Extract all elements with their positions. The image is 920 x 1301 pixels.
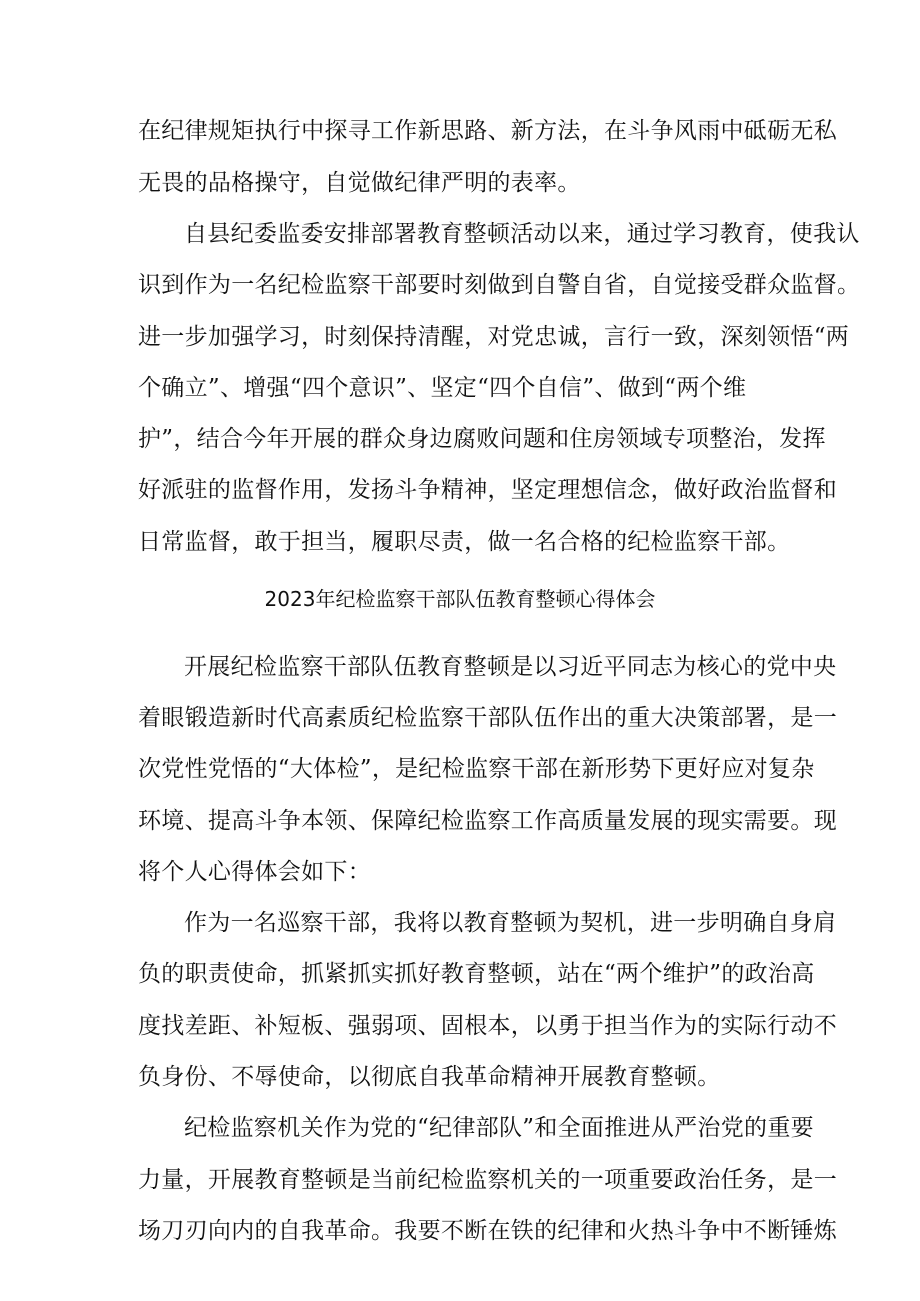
paragraph-line: 次党性党悟的“大体检”，是纪检监察干部在新形势下更好应对复杂 xyxy=(138,756,815,782)
document-title: 2023年纪检监察干部队伍教育整顿心得体会 xyxy=(264,587,656,611)
paragraph-line: 护”，结合今年开展的群众身边腐败问题和住房领域专项整治，发挥 xyxy=(138,426,826,452)
paragraph-line: 识到作为一名纪检监察干部要时刻做到自警自省，自觉接受群众监督。 xyxy=(138,272,861,298)
paragraph-line: 无畏的品格操守，自觉做纪律严明的表率。 xyxy=(138,170,581,196)
paragraph-line: 度找差距、补短板、强弱项、固根本，以勇于担当作为的实际行动不 xyxy=(138,1013,837,1039)
paragraph-line: 环境、提高斗争本领、保障纪检监察工作高质量发展的现实需要。现 xyxy=(138,808,837,834)
paragraph-line: 好派驻的监督作用，发扬斗争精神，坚定理想信念，做好政治监督和 xyxy=(138,477,837,503)
paragraph-line: 日常监督，敢于担当，履职尽责，做一名合格的纪检监察干部。 xyxy=(138,529,791,555)
paragraph-line: 在纪律规矩执行中探寻工作新思路、新方法，在斗争风雨中砥砺无私 xyxy=(138,118,837,144)
paragraph-line: 将个人心得体会如下： xyxy=(138,859,371,885)
paragraph-line: 负的职责使命，抓紧抓实抓好教育整顿，站在“两个维护”的政治高 xyxy=(138,961,815,987)
paragraph-line: 力量，开展教育整顿是当前纪检监察机关的一项重要政治任务，是一 xyxy=(138,1167,837,1193)
paragraph-line: 开展纪检监察干部队伍教育整顿是以习近平同志为核心的党中央 xyxy=(184,654,837,680)
paragraph-line: 场刀刃向内的自我革命。我要不断在铁的纪律和火热斗争中不断锤炼 xyxy=(138,1218,837,1244)
paragraph-line: 个确立”、增强“四个意识”、坚定“四个自信”、做到“两个维 xyxy=(138,375,747,401)
paragraph-line: 自县纪委监委安排部署教育整顿活动以来，通过学习教育，使我认 xyxy=(184,221,860,247)
paragraph-line: 着眼锻造新时代高素质纪检监察干部队伍作出的重大决策部署，是一 xyxy=(138,705,837,731)
paragraph-line: 作为一名巡察干部，我将以教育整顿为契机，进一步明确自身肩 xyxy=(184,910,837,936)
paragraph-line: 纪检监察机关作为党的“纪律部队”和全面推进从严治党的重要 xyxy=(184,1115,814,1141)
paragraph-line: 进一步加强学习，时刻保持清醒，对党忠诚，言行一致，深刻领悟“两 xyxy=(138,324,850,350)
paragraph-line: 负身份、不辱使命，以彻底自我革命精神开展教育整顿。 xyxy=(138,1064,721,1090)
